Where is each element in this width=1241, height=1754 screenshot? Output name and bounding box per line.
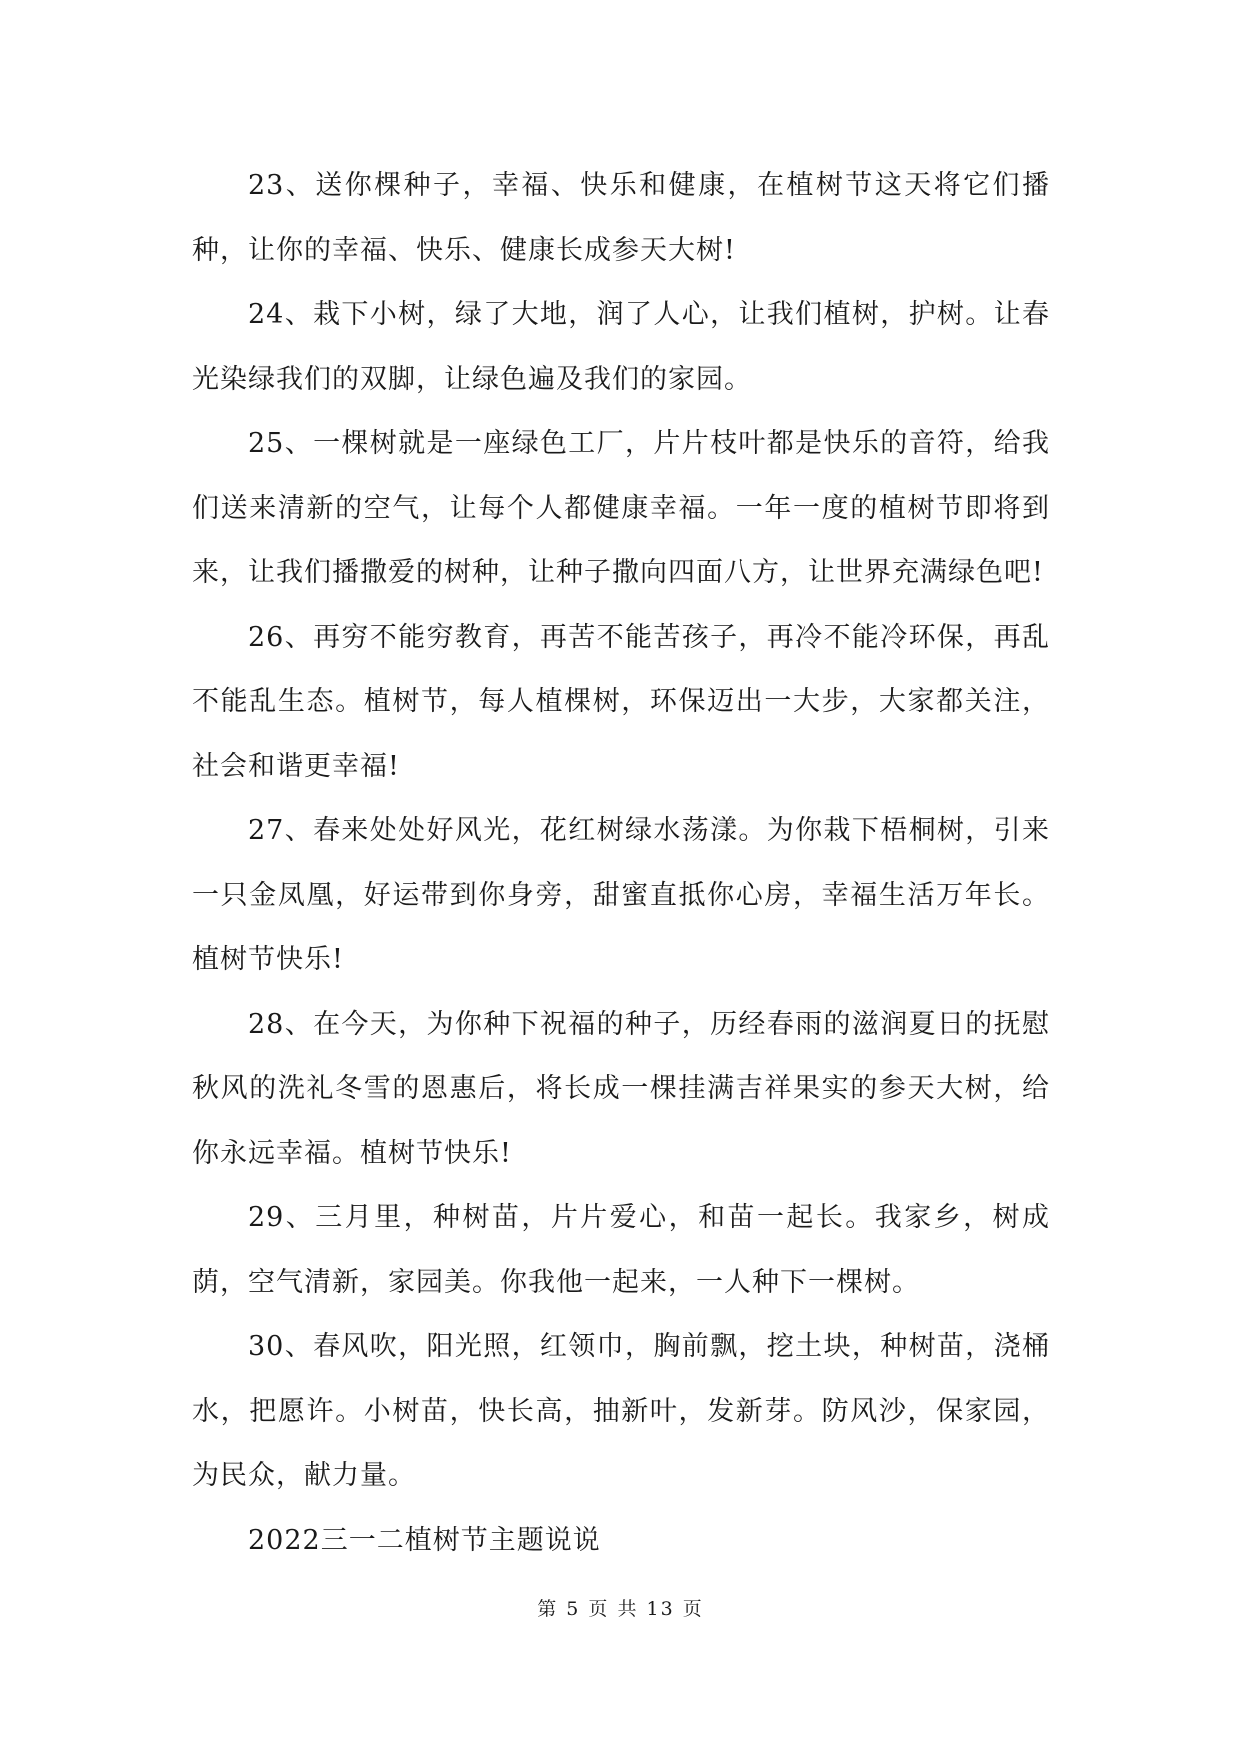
page-number-footer: 第 5 页 共 13 页	[537, 1598, 704, 1620]
document-body	[192, 154, 1050, 1573]
paragraph-25: 25、一棵树就是一座绿色工厂，片片枝叶都是快乐的音符，给我们送来清新的空气，让每个人都健康幸福。一年一度的植树节即将到来，让我们播撒爱的树种，让种子撒向四面八方，让世界充满绿色吧!	[192, 428, 1050, 588]
paragraph-30: 30、春风吹，阳光照，红领巾，胸前飘，挖土块，种树苗，浇桶水，把愿许。小树苗，快长高，抽新叶，发新芽。防风沙，保家园，为民众，献力量。	[192, 1331, 1050, 1491]
paragraph-24: 24、栽下小树，绿了大地，润了人心，让我们植树，护树。让春光染绿我们的双脚，让绿色遍及我们的家园。	[192, 299, 1050, 395]
section-heading: 2022三一二植树节主题说说	[248, 1524, 601, 1556]
paragraph-29: 29、三月里，种树苗，片片爱心，和苗一起长。我家乡，树成荫，空气清新，家园美。你我他一起来，一人种下一棵树。	[192, 1202, 1050, 1298]
paragraph-23: 23、送你棵种子，幸福、快乐和健康，在植树节这天将它们播种，让你的幸福、快乐、健康长成参天大树!	[192, 170, 1050, 266]
paragraph-28: 28、在今天，为你种下祝福的种子，历经春雨的滋润夏日的抚慰秋风的洗礼冬雪的恩惠后，将长成一棵挂满吉祥果实的参天大树，给你永远幸福。植树节快乐!	[192, 1008, 1050, 1169]
paragraph-27: 27、春来处处好风光，花红树绿水荡漾。为你栽下梧桐树，引来一只金凤凰，好运带到你身旁，甜蜜直抵你心房，幸福生活万年长。植树节快乐!	[192, 815, 1050, 975]
paragraph-26: 26、再穷不能穷教育，再苦不能苦孩子，再冷不能冷环保，再乱不能乱生态。植树节，每人植棵树，环保迈出一大步，大家都关注，社会和谐更幸福!	[192, 621, 1050, 782]
